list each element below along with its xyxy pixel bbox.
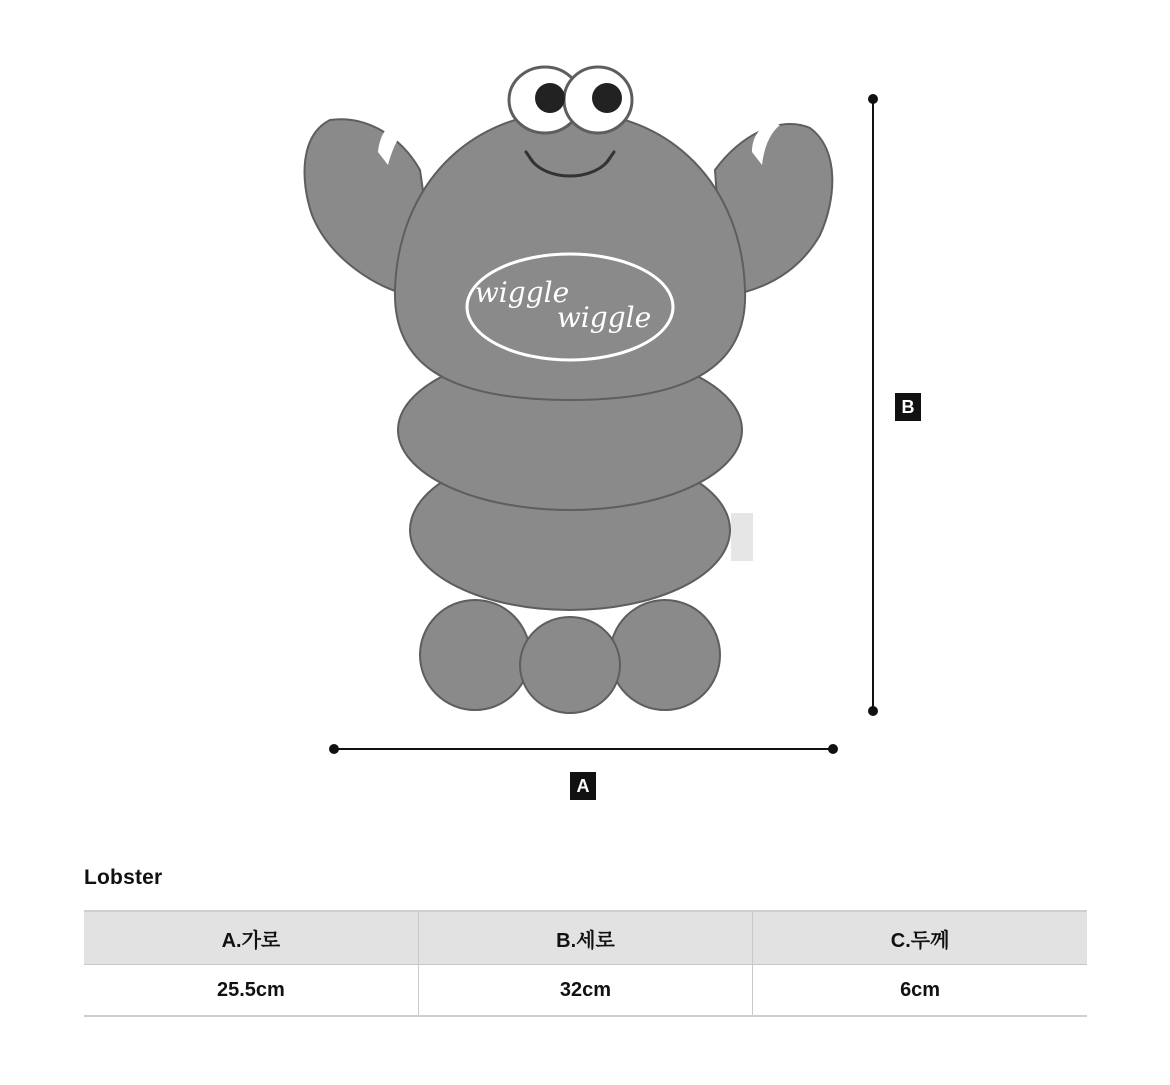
eyes [509,67,632,133]
dimension-label-b: B [895,393,921,421]
pupil-right [592,83,622,113]
header-thickness: C.두께 [753,911,1087,965]
tail-fan-left [420,600,530,710]
lobster-main-body [395,112,745,400]
header-width: A.가로 [84,911,418,965]
size-table [84,910,1087,1017]
logo-text-line2: wiggle [556,301,652,334]
value-height: 32cm [418,965,752,1017]
value-thickness: 6cm [753,965,1087,1017]
dimension-label-a: A [570,772,596,800]
product-name: Lobster [84,866,163,889]
pupil-left [535,83,565,113]
logo-text-line1: wiggle [474,276,570,309]
side-tag [731,513,753,561]
dimension-line-b [869,95,877,715]
value-width: 25.5cm [84,965,418,1017]
dimension-line-a [330,745,837,753]
size-table-value-row [84,965,1087,1017]
tail-fan-right [610,600,720,710]
lobster-figure [305,112,833,713]
size-table-header-row [84,911,1087,965]
header-height: B.세로 [418,911,752,965]
tail-fan-center [520,617,620,713]
